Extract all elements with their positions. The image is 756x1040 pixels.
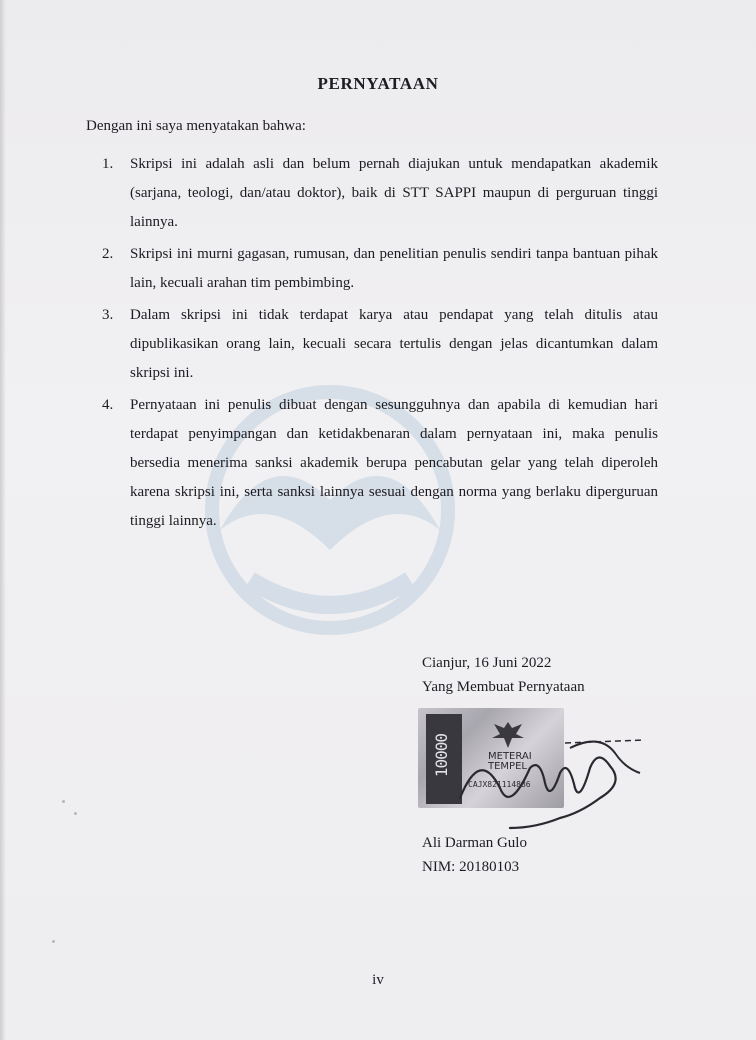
place-date: Cianjur, 16 Juni 2022 [422,655,552,671]
signer-role: Yang Membuat Pernyataan [422,679,585,695]
signer-block [422,831,527,879]
page-edge-shadow [0,0,6,1040]
stamp-title-line2: TEMPEL [488,761,527,772]
paper-speck [62,800,65,803]
signature-header [422,651,585,699]
paper-speck [74,812,77,815]
signer-id: NIM: 20180103 [422,859,520,875]
document-title: PERNYATAAN [317,74,439,93]
list-item-number: 2. [102,246,114,262]
stamp-code: CAJX821114886 [468,780,531,789]
stamp-value: 10000 [432,734,451,778]
list-item-text: Skripsi ini adalah asli dan belum pernah diajukan untuk mendapatkan akademik (sarjana, teologi, dan/atau doktor), baik di STT SAPPI maupun di perguruan tinggi lainnya. [130,156,658,230]
paper-speck [52,940,55,943]
list-item [102,301,658,388]
list-item-text: Dalam skripsi ini tidak terdapat karya atau pendapat yang telah ditulis atau dipublikasikan orang lain, kecuali secara tertulis dengan jelas dicantumkan dalam skripsi ini. [130,307,658,381]
list-item-number: 1. [102,156,114,172]
signer-name: Ali Darman Gulo [422,835,527,851]
list-item-number: 4. [102,397,114,413]
list-item-number: 3. [102,307,114,323]
list-item [102,240,658,298]
page-number: iv [372,972,384,988]
intro-text: Dengan ini saya menyatakan bahwa: [86,118,306,134]
list-item [102,391,658,536]
list-item-text: Skripsi ini murni gagasan, rumusan, dan penelitian penulis sendiri tanpa bantuan pihak lain, kecuali arahan tim pembimbing. [130,246,658,291]
stamp-title-line1: METERAI [488,751,532,762]
statement-list [102,150,658,539]
list-item-text: Pernyataan ini penulis dibuat dengan sesungguhnya dan apabila di kemudian hari terdapat penyimpangan dan ketidakbenaran dalam pernyataan ini, maka penulis bersedia menerima sanksi akademik berupa pencabutan gelar yang telah diperoleh karena skripsi ini, serta sanksi lainnya sesuai dengan norma yang berlaku diperguruan tinggi lainnya. [130,397,658,529]
handwritten-signature-icon [440,728,650,838]
list-item [102,150,658,237]
